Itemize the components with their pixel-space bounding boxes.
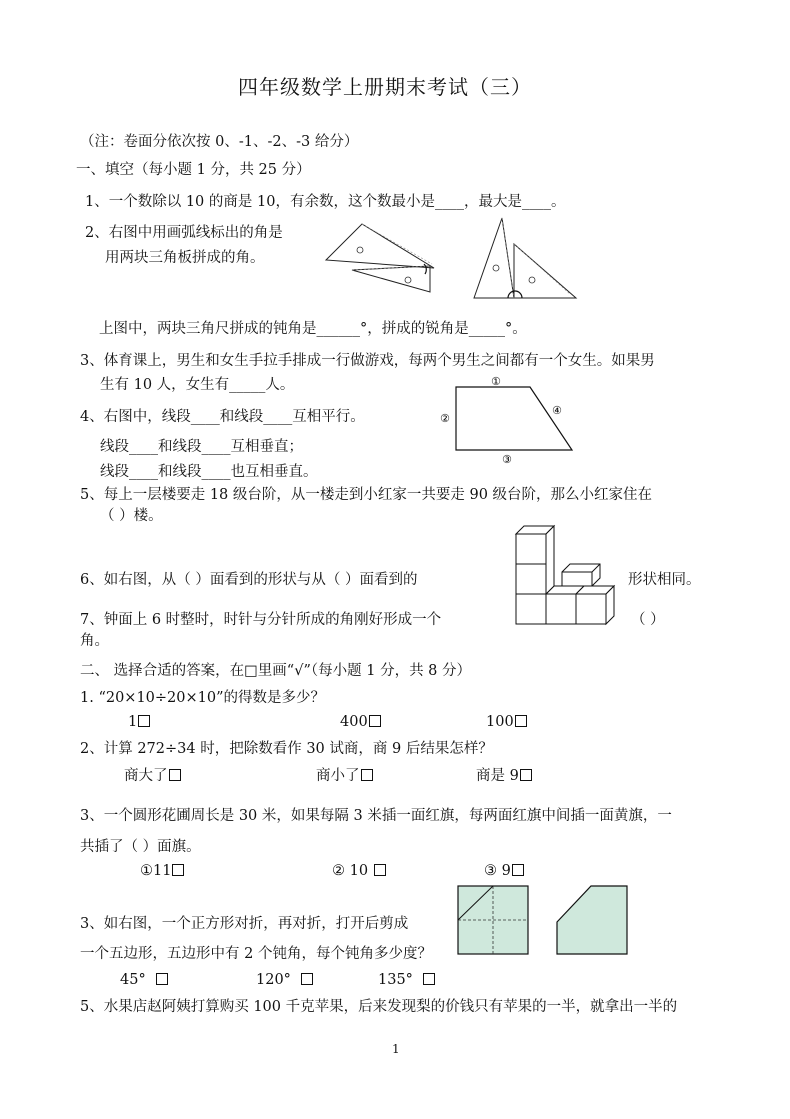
page-title: 四年级数学上册期末考试（三）	[238, 75, 532, 99]
page-number: 1	[392, 1042, 400, 1056]
s2-q2-option-a[interactable]	[124, 767, 181, 785]
q5-text-line2: （ ）楼。	[100, 508, 163, 524]
q4-text-line3: 线段____和线段____也互相垂直。	[100, 464, 318, 480]
trapezoid-figure	[436, 374, 582, 468]
q2-text-line3: 上图中，两块三角尺拼成的钝角是______°，拼成的锐角是_____°。	[99, 321, 527, 337]
triangle-rulers-figure-1	[322, 220, 442, 300]
s2-q4-option-c[interactable]	[378, 971, 435, 989]
checkbox[interactable]	[169, 769, 181, 781]
trap-label-4: ④	[552, 404, 562, 417]
q7-text-line2: 角。	[80, 633, 109, 649]
option-label: 商大了	[124, 768, 168, 784]
q6-text-right: 形状相同。	[628, 572, 701, 588]
cube-stack-figure	[512, 522, 624, 628]
s2-q2-text: 2、计算 272÷34 时，把除数看作 30 试商，商 9 后结果怎样？	[80, 741, 493, 757]
q6-text-left: 6、如右图，从（ ）面看到的形状与从（ ）面看到的	[80, 572, 418, 588]
triangle-rulers-figure-2	[470, 214, 582, 306]
s2-q4-text-line2: 一个五边形，五边形中有 2 个钝角，每个钝角多少度？	[80, 946, 432, 962]
pentagon-figure	[555, 884, 631, 956]
option-label: 400	[340, 714, 368, 730]
checkbox[interactable]	[138, 715, 150, 727]
checkbox[interactable]	[361, 769, 373, 781]
q7-text-left: 7、钟面上 6 时整时，时针与分针所成的角刚好形成一个	[80, 612, 442, 628]
q4-text-line1: 4、右图中，线段____和线段____互相平行。	[80, 409, 365, 425]
s2-q2-option-b[interactable]	[316, 767, 373, 785]
section2-heading: 二、 选择合适的答案，在□里画“√”（每小题 1 分，共 8 分）	[80, 663, 472, 679]
s2-q4-option-b[interactable]	[256, 971, 313, 989]
checkbox[interactable]	[520, 769, 532, 781]
option-label: 1	[128, 714, 138, 730]
option-label: ② 10	[332, 863, 369, 879]
q1-text: 1、一个数除以 10 的商是 10，有余数，这个数最小是____，最大是____。	[85, 194, 566, 210]
checkbox[interactable]	[156, 973, 168, 985]
checkbox[interactable]	[172, 864, 184, 876]
q3-text-line2: 生有 10 人，女生有_____人。	[100, 377, 295, 393]
section1-heading: 一、填空（每小题 1 分，共 25 分）	[76, 162, 311, 178]
s2-q1-text: 1. “20×10÷20×10”的得数是多少？	[80, 690, 326, 706]
option-label: 商小了	[316, 768, 360, 784]
s2-q5-text-line1: 5、水果店赵阿姨打算购买 100 千克苹果，后来发现梨的价钱只有苹果的一半，就拿出一半的	[80, 999, 678, 1015]
s2-q4-text-line1: 3、如右图，一个正方形对折，再对折，打开后剪成	[80, 916, 409, 932]
checkbox[interactable]	[369, 715, 381, 727]
option-label: ①11	[140, 863, 172, 879]
option-label: 100	[486, 714, 514, 730]
q3-text-line1: 3、体育课上，男生和女生手拉手排成一行做游戏，每两个男生之间都有一个女生。如果男	[80, 353, 655, 369]
checkbox[interactable]	[301, 973, 313, 985]
q2-text-line1: 2、右图中用画弧线标出的角是	[85, 225, 283, 241]
s2-q3-text-line1: 3、一个圆形花圃周长是 30 米，如果每隔 3 米插一面红旗，每两面红旗中间插一面黄旗，一	[80, 808, 672, 824]
s2-q1-option-a[interactable]	[128, 713, 150, 731]
checkbox[interactable]	[515, 715, 527, 727]
scoring-note: （注：卷面分依次按 0、-1、-2、-3 给分）	[80, 134, 359, 150]
s2-q3-option-c[interactable]	[484, 862, 524, 880]
s2-q3-option-a[interactable]	[140, 862, 184, 880]
trap-label-1: ①	[491, 375, 501, 388]
trap-label-2: ②	[440, 412, 450, 425]
s2-q2-option-c[interactable]	[476, 767, 532, 785]
option-label: 45°	[120, 972, 146, 988]
checkbox[interactable]	[423, 973, 435, 985]
s2-q3-text-line2: 共插了（ ）面旗。	[80, 839, 201, 855]
option-label: 135°	[378, 972, 413, 988]
q5-text-line1: 5、每上一层楼要走 18 级台阶，从一楼走到小红家一共要走 90 级台阶，那么小红家住在	[80, 487, 653, 503]
checkbox[interactable]	[512, 864, 524, 876]
q7-answer-paren: （ ）	[631, 612, 665, 628]
folded-square-figure	[456, 884, 532, 956]
s2-q1-option-c[interactable]	[486, 713, 527, 731]
option-label: ③ 9	[484, 863, 511, 879]
option-label: 120°	[256, 972, 291, 988]
s2-q3-option-b[interactable]	[332, 862, 386, 880]
trap-label-3: ③	[502, 453, 512, 466]
option-label: 商是 9	[476, 768, 519, 784]
q4-text-line2: 线段____和线段____互相垂直；	[100, 439, 303, 455]
checkbox[interactable]	[374, 864, 386, 876]
s2-q4-option-a[interactable]	[120, 971, 168, 989]
s2-q1-option-b[interactable]	[340, 713, 381, 731]
q2-text-line2: 用两块三角板拼成的角。	[105, 250, 265, 266]
